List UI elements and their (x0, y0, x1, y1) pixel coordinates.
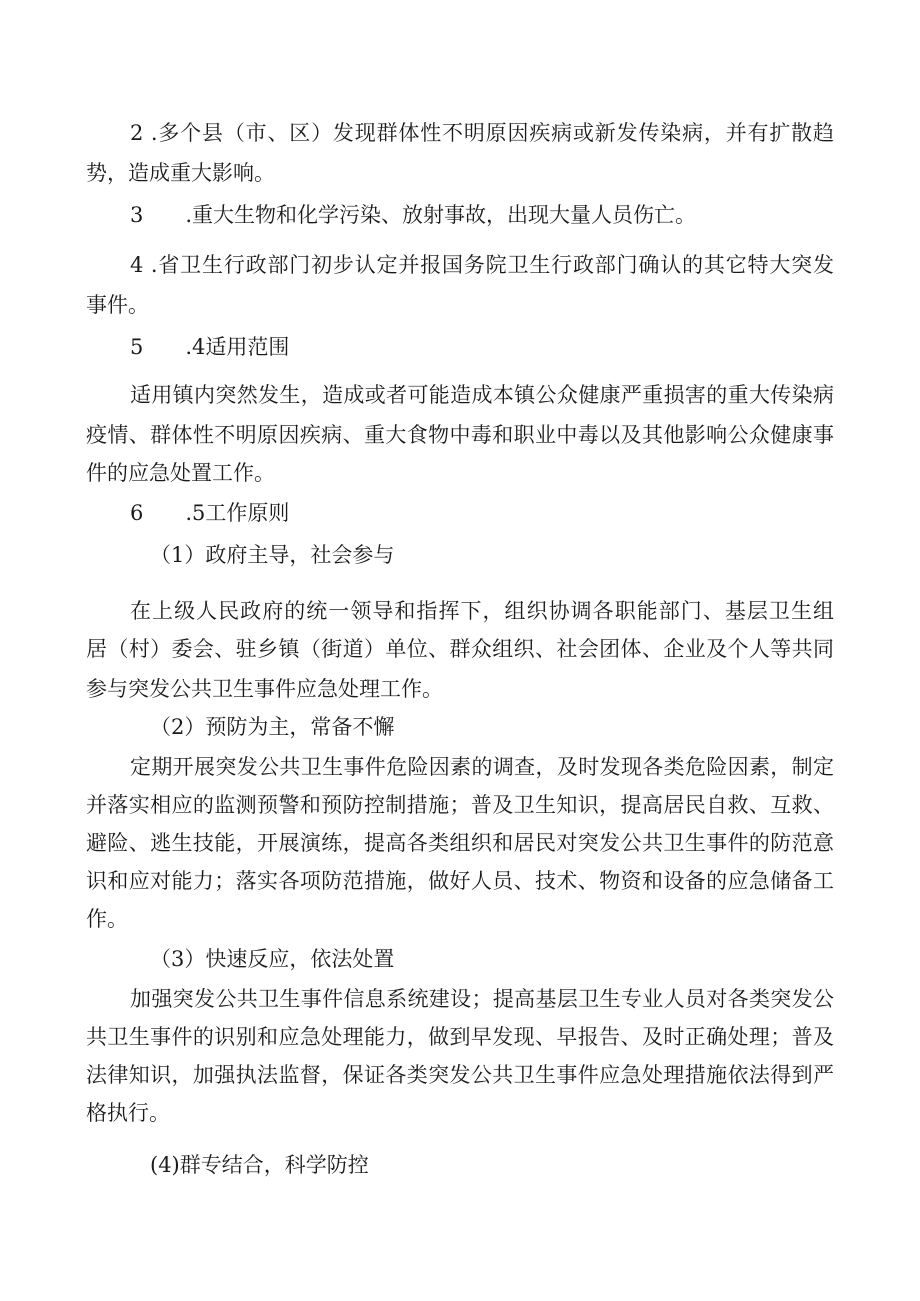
principle-2-line-3: 避险、逃生技能，开展演练，提高各类组织和居民对突发公共卫生事件的防范意 (86, 831, 834, 855)
principle-2-heading: （2）预防为主，常备不懈 (150, 715, 395, 739)
scope-line-2: 疫情、群体性不明原因疾病、重大食物中毒和职业中毒以及其他影响公众健康事 (86, 423, 834, 447)
principle-3-line-1: 加强突发公共卫生事件信息系统建设；提高基层卫生专业人员对各类突发公 (130, 987, 834, 1011)
item-2-line-2: 势，造成重大影响。 (86, 161, 275, 185)
principle-2-line-4: 识和应对能力；落实各项防范措施，做好人员、技术、物资和设备的应急储备工 (86, 869, 834, 893)
principle-3-line-2: 共卫生事件的识别和应急处理能力，做到早发现、早报告、及时正确处理；普及 (86, 1025, 834, 1049)
principle-3-heading: （3）快速反应，依法处置 (150, 947, 395, 971)
item-4-line-2: 事件。 (86, 293, 149, 317)
principle-3-line-3: 法律知识，加强执法监督，保证各类突发公共卫生事件应急处理措施依法得到严 (86, 1063, 834, 1087)
principle-1-line-3: 参与突发公共卫生事件应急处理工作。 (86, 677, 443, 701)
item-2-line-1: 2 .多个县（市、区）发现群体性不明原因疾病或新发传染病，并有扩散趋 (130, 121, 834, 145)
principle-2-line-2: 并落实相应的监测预警和预防控制措施；普及卫生知识，提高居民自救、互救、 (86, 793, 834, 817)
principle-3-line-4: 格执行。 (86, 1101, 170, 1125)
principle-1-line-1: 在上级人民政府的统一领导和指挥下，组织协调各职能部门、基层卫生组 (130, 599, 834, 623)
principle-2-line-5: 作。 (86, 907, 128, 931)
principle-1-line-2: 居（村）委会、驻乡镇（街道）单位、群众组织、社会团体、企业及个人等共同 (86, 637, 834, 661)
item-4-line-1: 4 .省卫生行政部门初步认定并报国务院卫生行政部门确认的其它特大突发 (130, 253, 834, 277)
scope-line-3: 件的应急处置工作。 (86, 461, 275, 485)
item-3-line: 3 .重大生物和化学污染、放射事故，出现大量人员伤亡。 (130, 203, 697, 227)
principle-4-heading: (4)群专结合，科学防控 (150, 1153, 369, 1177)
principle-2-line-1: 定期开展突发公共卫生事件危险因素的调查，及时发现各类危险因素，制定 (130, 755, 834, 779)
principle-1-heading: （1）政府主导，社会参与 (150, 543, 395, 567)
scope-line-1: 适用镇内突然发生，造成或者可能造成本镇公众健康严重损害的重大传染病 (130, 383, 834, 407)
section-heading-scope: 5 .4适用范围 (130, 335, 290, 359)
section-heading-principles: 6 .5工作原则 (130, 501, 290, 525)
